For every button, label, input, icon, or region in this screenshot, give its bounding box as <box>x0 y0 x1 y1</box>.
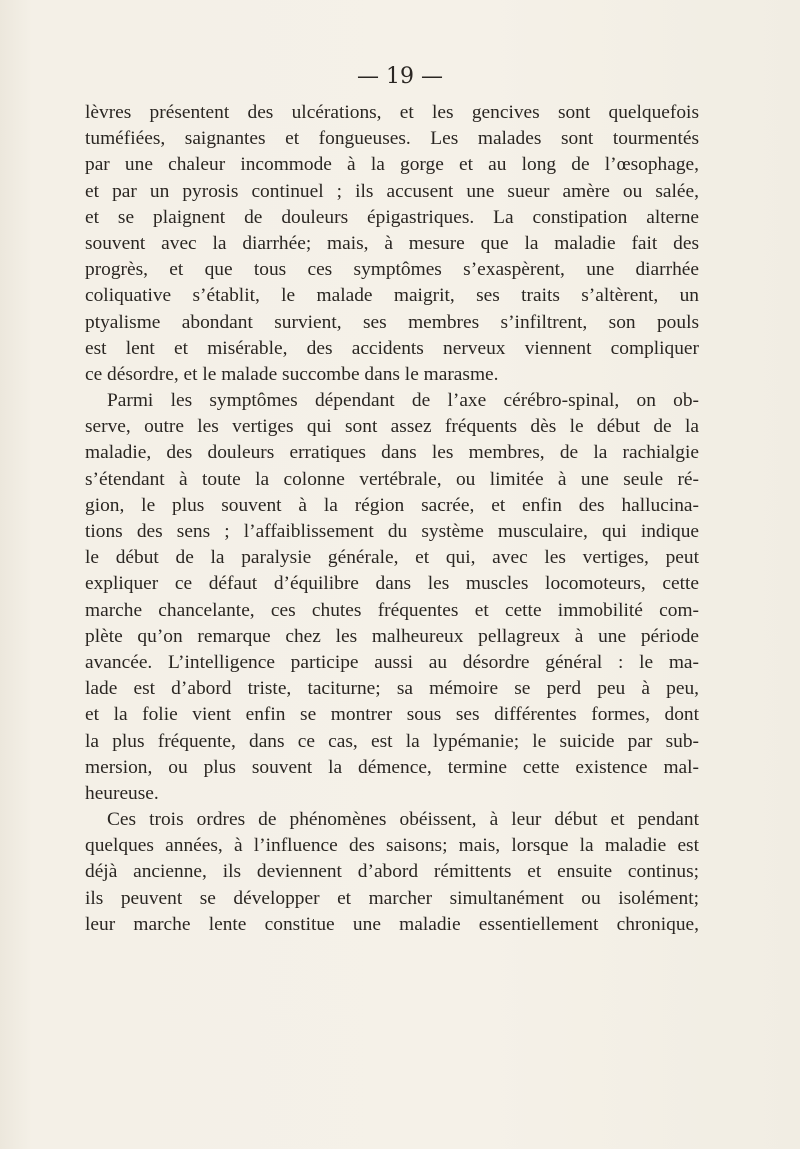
text-line: tuméfiées, saignantes et fongueuses. Les malades sont tourmentés <box>85 128 699 150</box>
text-line: le début de la paralysie générale, et qui, avec les vertiges, peut <box>85 547 699 569</box>
paragraph-3 <box>85 807 699 938</box>
text-line: lade est d’abord triste, taciturne; sa mémoire se perd peu à peu, <box>85 678 699 700</box>
text-line: heureuse. <box>85 782 159 804</box>
text-line: s’étendant à toute la colonne vertébrale, ou limitée à une seule ré- <box>85 468 699 490</box>
text-line: par une chaleur incommode à la gorge et au long de l’œsophage, <box>85 154 699 176</box>
text-line: plète qu’on remarque chez les malheureux pellagreux à une période <box>85 625 699 647</box>
text-line: ils peuvent se développer et marcher simultanément ou isolément; <box>85 887 699 909</box>
text-line: progrès, et que tous ces symptômes s’exaspèrent, une diarrhée <box>85 259 699 281</box>
text-line: maladie, des douleurs erratiques dans les membres, de la rachialgie <box>85 442 699 464</box>
text-line: et se plaignent de douleurs épigastriques. La constipation alterne <box>85 206 699 228</box>
text-line: serve, outre les vertiges qui sont assez fréquents dès le début de la <box>85 416 699 438</box>
text-line: avancée. L’intelligence participe aussi au désordre général : le ma- <box>85 651 699 673</box>
paragraph-2 <box>85 388 699 807</box>
text-line: Ces trois ordres de phénomènes obéissent, à leur début et pendant <box>107 809 699 831</box>
text-line: ce désordre, et le malade succombe dans le marasme. <box>85 363 499 385</box>
text-line: marche chancelante, ces chutes fréquentes et cette immobilité com- <box>85 599 699 621</box>
text-line: et par un pyrosis continuel ; ils accusent une sueur amère ou salée, <box>85 180 699 202</box>
text-line: Parmi les symptômes dépendant de l’axe cérébro-spinal, on ob- <box>107 390 699 412</box>
text-line: souvent avec la diarrhée; mais, à mesure que la maladie fait des <box>85 232 699 254</box>
text-line: et la folie vient enfin se montrer sous ses différentes formes, dont <box>85 704 699 726</box>
text-line: coliquative s’établit, le malade maigrit, ses traits s’altèrent, un <box>85 285 699 307</box>
body-text <box>85 100 699 938</box>
text-line: mersion, ou plus souvent la démence, termine cette existence mal- <box>85 756 699 778</box>
text-line: déjà ancienne, ils deviennent d’abord rémittents et ensuite continus; <box>85 861 699 883</box>
paragraph-1 <box>85 100 699 388</box>
text-line: la plus fréquente, dans ce cas, est la lypémanie; le suicide par sub- <box>85 730 699 752</box>
text-line: gion, le plus souvent à la région sacrée, et enfin des hallucina- <box>85 494 699 516</box>
text-line: quelques années, à l’influence des saisons; mais, lorsque la maladie est <box>85 835 699 857</box>
text-line: leur marche lente constitue une maladie essentiellement chronique, <box>85 913 699 935</box>
text-line: est lent et misérable, des accidents nerveux viennent compliquer <box>85 337 699 359</box>
text-line: lèvres présentent des ulcérations, et les gencives sont quelquefois <box>85 102 699 123</box>
text-line: tions des sens ; l’affaiblissement du système musculaire, qui indique <box>85 521 699 542</box>
page-number: — 19 — <box>357 64 443 89</box>
text-line: ptyalisme abondant survient, ses membres s’infiltrent, son pouls <box>85 311 699 333</box>
text-line: expliquer ce défaut d’équilibre dans les muscles locomoteurs, cette <box>85 573 699 595</box>
